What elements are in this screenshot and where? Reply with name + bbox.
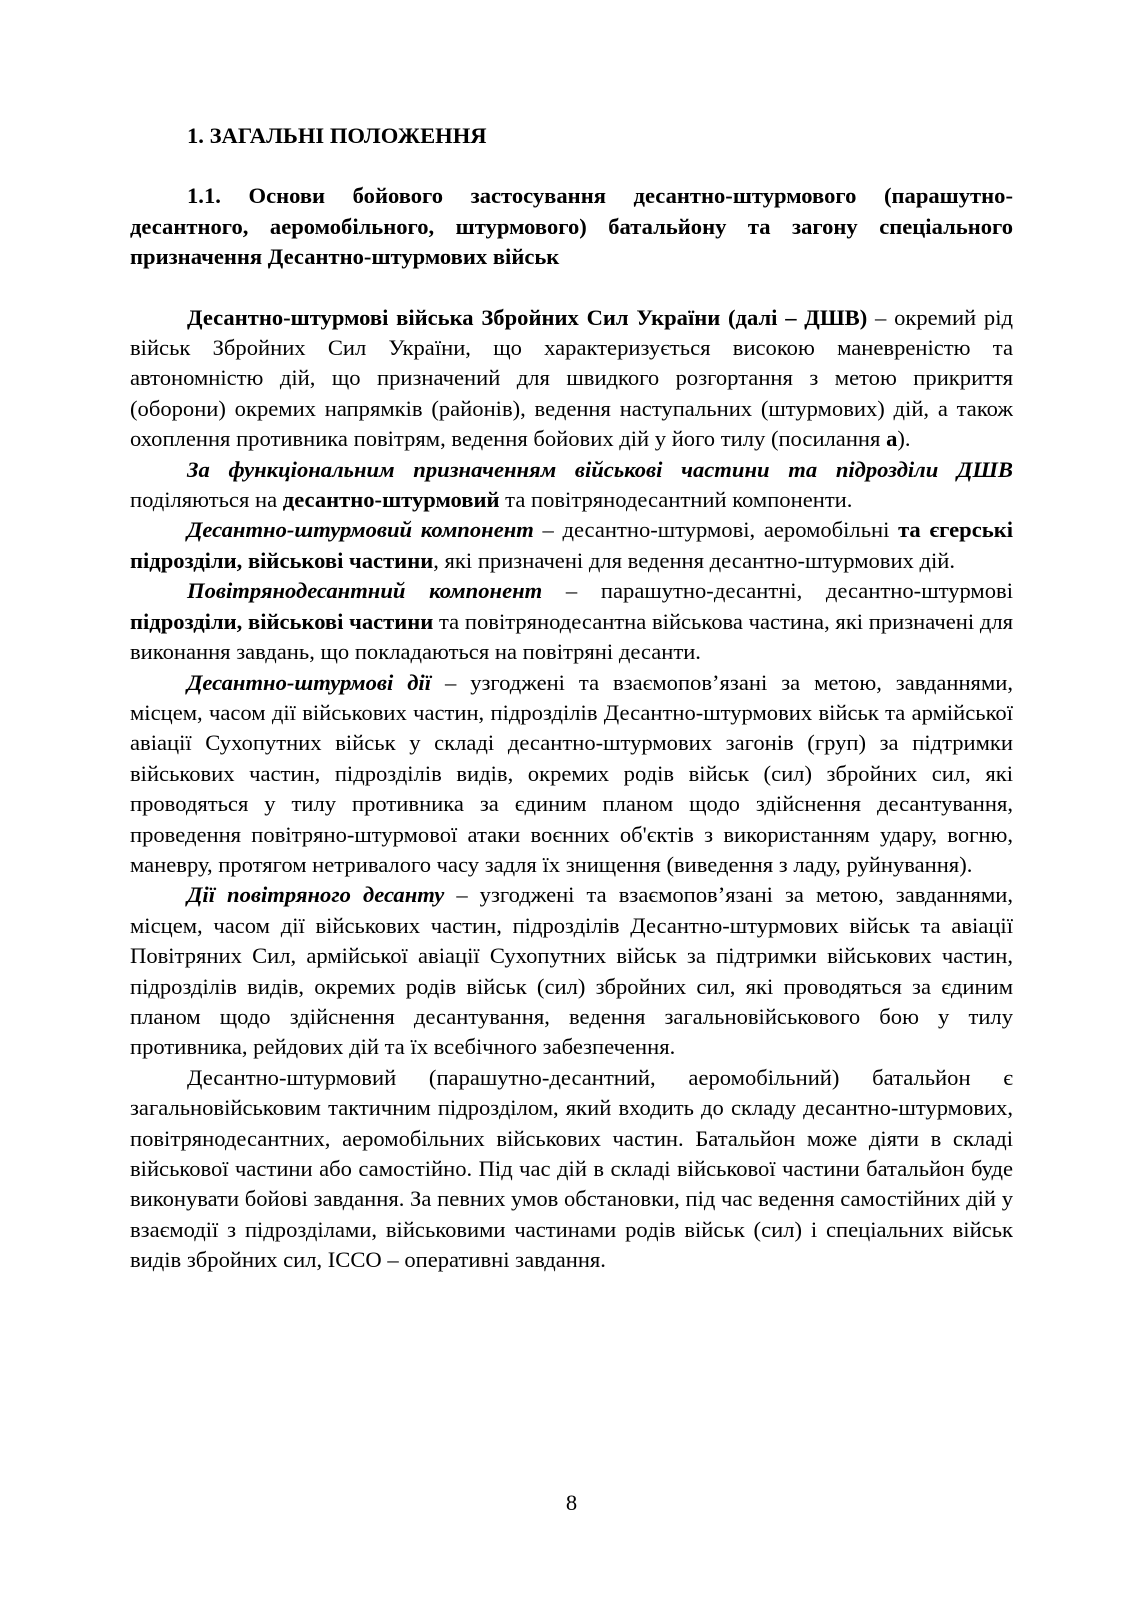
text-segment: Дії повітряного десанту — [187, 882, 445, 908]
page-number: 8 — [565, 1490, 578, 1515]
text-segment: 1.1. Основи бойового застосування десантно-штурмового (парашутно-десантного, аеромобільного, штурмового) батальйону та загону спеціального призначення Десантно-штурмових військ — [130, 183, 1013, 270]
text-segment: а — [886, 426, 898, 452]
text-segment: десантно-штурмовий — [282, 487, 500, 513]
text-segment: та повітрянодесантний компоненти. — [499, 487, 853, 513]
page-title: 1. ЗАГАЛЬНІ ПОЛОЖЕННЯ — [187, 123, 487, 148]
text-segment: Десантно-штурмовий (парашутно-десантний, аеромобільний) батальйон є загальновійськовим тактичним підрозділом, який входить до складу десантно-штурмових, повітрянодесантних, аеромобільних військових частин. Батальйон може діяти в складі військової частини або самостійно. Під час дій в складі військової частини батальйон буде виконувати бойові завдання. За певних умов обстановки, під час ведення самостійних дій у взаємодії з підрозділами, військовими частинами родів військ (сил) і спеціальних військ видів збройних сил, ІССО – оперативні завдання. — [130, 1064, 1013, 1273]
body-paragraph — [130, 1063, 1013, 1276]
text-segment: – узгоджені та взаємопов’язані за метою, завданнями, місцем, часом дії військових частин, підрозділів Десантно-штурмових військ та авіації Повітряних Сил, армійської авіації Сухопутних військ за підтримки військових частин, підрозділів видів, окремих родів військ (сил) збройних сил, які проводяться за єдиним планом щодо здійснення десантування, ведення загальновійськового бою у тилу противника, рейдових дій та їх всебічного забезпечення. — [130, 882, 1013, 1060]
body-paragraph — [130, 576, 1013, 667]
text-segment: – парашутно-десантні, десантно-штурмові — [542, 578, 1013, 604]
section-heading — [130, 181, 1013, 272]
text-segment: ). — [897, 426, 911, 452]
text-segment: За функціональним призначенням військові частини та підрозділи ДШВ — [187, 456, 1013, 482]
text-segment: та єгерські підрозділи, військові частини — [130, 517, 1013, 573]
text-segment: поділяються на — [130, 487, 283, 513]
body-paragraph — [130, 515, 1013, 576]
text-segment: підрозділи, військові частини — [130, 608, 434, 634]
text-segment: та повітрянодесантна військова частина, які призначені для виконання завдань, що покладаються на повітряні десанти. — [130, 608, 1013, 665]
document-body — [130, 181, 1013, 1275]
body-paragraph — [130, 668, 1013, 881]
text-segment: – окремий рід військ Збройних Сил України, що характеризується високою маневреністю та автономністю дій, що призначений для швидкого розгортання з метою прикриття (оборони) окремих напрямків (районів), ведення наступальних (штурмових) дій, а також охоплення противника повітрям, ведення бойових дій у його тилу (посилання — [130, 304, 1013, 452]
text-segment: – десантно-штурмові, аеромобільні — [533, 517, 899, 543]
body-paragraph — [130, 880, 1013, 1062]
text-segment: – узгоджені та взаємопов’язані за метою, завданнями, місцем, часом дії військових частин, підрозділів Десантно-штурмових військ та армійської авіації Сухопутних військ у складі десантно-штурмових загонів (груп) за підтримки військових частин, підрозділів видів, окремих родів військ (сил) збройних сил, які проводяться у тилу противника за єдиним планом щодо здійснення десантування, проведення повітряно-штурмової атаки воєнних об'єктів з використанням удару, вогню, маневру, протягом нетривалого часу задля їх знищення (виведення з ладу, руйнування). — [130, 669, 1013, 877]
body-paragraph — [130, 455, 1013, 516]
text-segment: , які призначені для ведення десантно-штурмових дій. — [433, 547, 956, 573]
text-segment: Десантно-штурмові війська Збройних Сил України (далі – ДШВ) — [187, 304, 868, 330]
body-paragraph — [130, 303, 1013, 455]
document-content — [130, 121, 1013, 1276]
text-segment: Десантно-штурмовий компонент — [187, 517, 534, 543]
text-segment: Десантно-штурмові дії — [187, 669, 431, 695]
text-segment: Повітрянодесантний компонент — [187, 578, 543, 604]
